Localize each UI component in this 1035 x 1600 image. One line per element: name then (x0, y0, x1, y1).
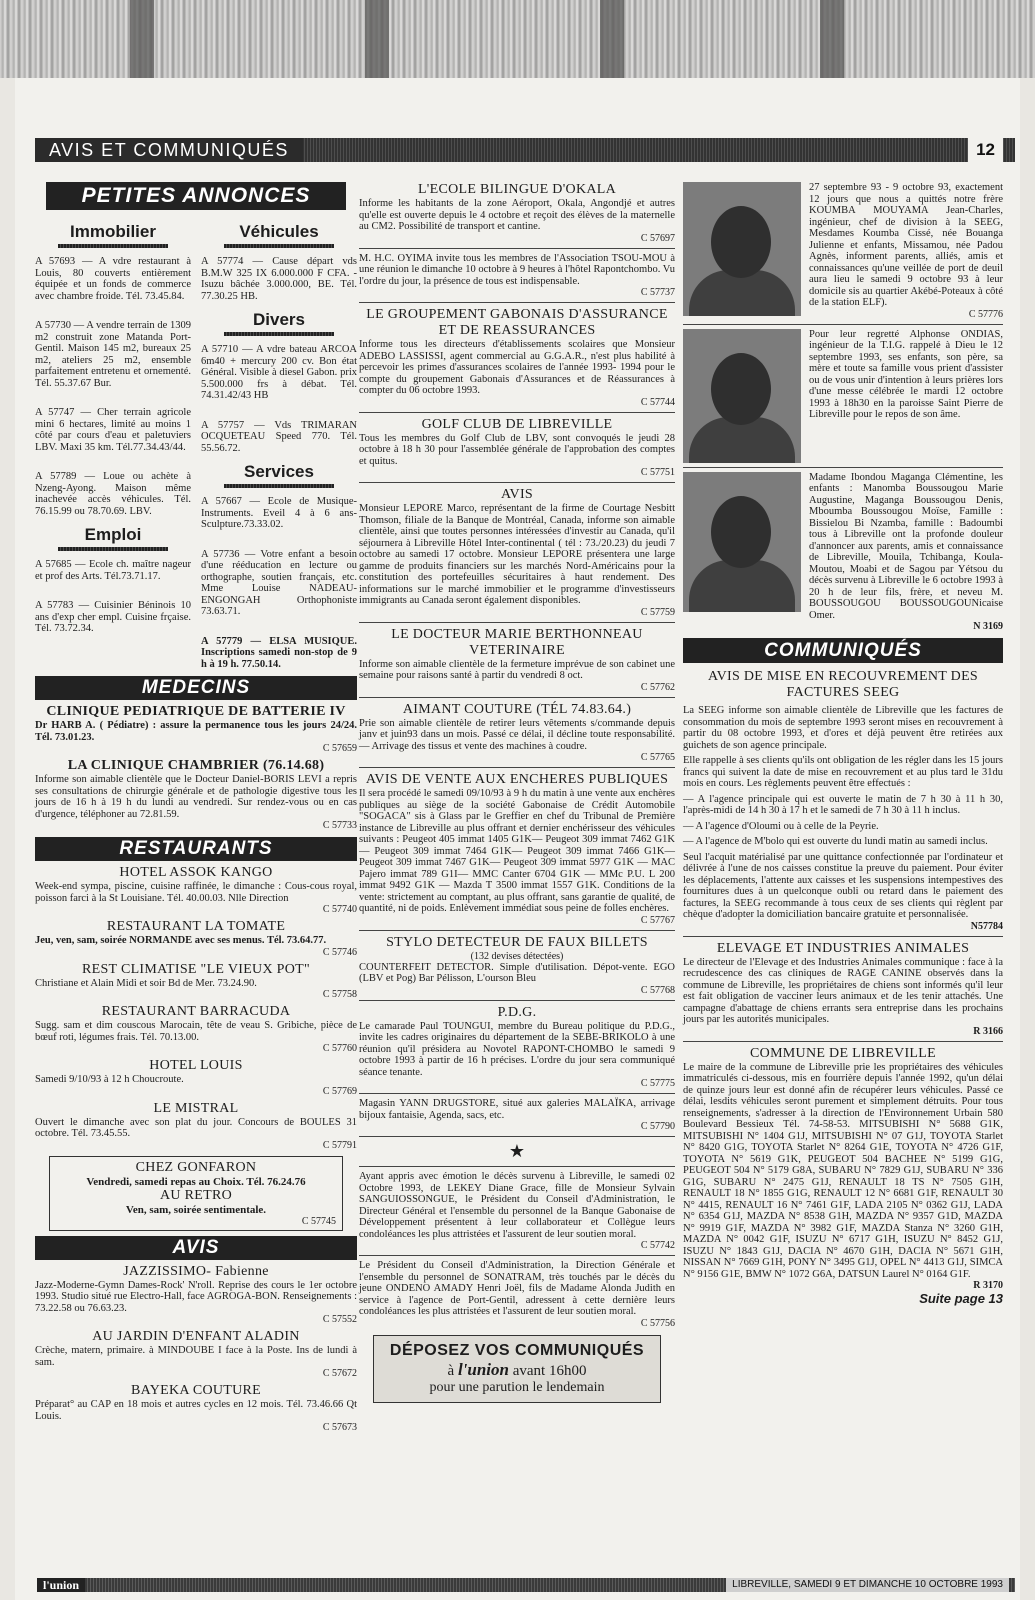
section-header (35, 138, 1015, 162)
notice-title: LE MISTRAL (153, 1100, 239, 1116)
classified-ad: A 57757 — Vds TRIMARAN OCQUETEAU Speed 770. Tél. 55.56.72. (201, 419, 357, 454)
notice-text: Christiane et Alain Midi et soir Bd de Mer. 73.24.90. (35, 977, 257, 989)
portrait-photo (683, 182, 801, 316)
notice-ref: C 57767 (640, 914, 675, 926)
deposez-text: à (447, 1362, 455, 1379)
deposez-text: pour une parution le lendemain (429, 1379, 605, 1395)
notice-text: Préparat° au CAP en 18 mois et autres cycles en 12 mois. Tél. 73.46.66 Qt Louis. (35, 1399, 357, 1422)
petites-annonces-banner: PETITES ANNONCES (46, 182, 346, 210)
continued-link[interactable]: Suite page 13 (919, 1291, 1003, 1306)
notice-text: Dr HARB A. ( Pédiatre) : assure la permanence tous les jours 24/24. Tél. 73.01.23. (35, 720, 357, 743)
notice-title: CHEZ GONFARON (135, 1159, 257, 1175)
deposez-text: avant 16h00 (512, 1362, 587, 1379)
notice-text: 27 septembre 93 - 9 octobre 93, exactement 12 jours que nous a quittés notre frère KOUMBA MOUYAMA Jean-Charles, ingénieur, chef de division à la SEEG, Mesdames Koumba Cissé, née Bouanga Julienne et enfants, Missamou, née Padou Agnès, informent parents, alliés, amis et connaissances qu'une veillée de port de deuil aura lieu le samedi 9 octobre 93 à leur domicile sis au quartier Akébé-Poteaux à côté de la station ELF). (809, 182, 1003, 308)
notice-ref: C 57775 (640, 1078, 675, 1089)
notice-text: Jeu, ven, sam, soirée NORMANDE avec ses menus. Tél. 73.64.77. (35, 935, 327, 946)
notice-text: Ven, sam, soirée sentimentale. (125, 1203, 267, 1216)
vehicules-heading: Véhicules (239, 222, 319, 241)
notice-ref: N57784 (970, 920, 1003, 932)
obituary (683, 182, 1003, 320)
classified-ad: A 57667 — Ecole de Musique-Instruments. Eveil 4 à 6 ans-Sculpture.73.33.02. (201, 496, 357, 530)
notice-ref: C 57742 (640, 1240, 675, 1251)
notice-title: LE GROUPEMENT GABONAIS D'ASSURANCE ET DE REASSURANCES (366, 307, 668, 338)
notice-ref: C 57776 (968, 308, 1003, 320)
column-middle (359, 182, 675, 1409)
notice-text: Informe son aimable clientèle que le Docteur Daniel-BORIS LEVI a repris ses consultations de chirurgie générale et de pathologie digestive tous les jours de 16 h à 19 h du lundi au vendredi. Sur rendez-vous ou en cas d'urgence, téléphoner au 72.81.59. (35, 774, 357, 820)
notice-text: Monsieur LEPORE Marco, représentant de la firme de Courtage Nesbitt Thomson, filiale de la Banque de Montréal, Canada, informe son aimable clientèle, ainsi que toutes personnes intéressées d'investir au Canada, qu'il séjournera à Libreville Hôtel Inter-continental ( tél : 73./20.23) du jeudi 7 octobre au samedi 17 octobre. Monsieur LEPORE présentera une large gamme de produits financiers sur les marchés Nord-Américains pour la constitution des portefeuilles sécuritaires à haut rendement. Des informations sur le marché immobilier et le programme d'investisseurs immigrants au Canada seront également disponibles. (359, 503, 675, 606)
notice-text: Jazz-Moderne-Gymn Dames-Rock' N'roll. Reprise des cours le 1er octobre 1993. Studio situé rue Electro-Hall, face AGROGA-BON. Renseignements : 73.22.58 ou 76.63.23. (35, 1279, 357, 1314)
immobilier-heading: Immobilier (70, 222, 156, 241)
notice-ref: R 3170 (973, 1280, 1003, 1291)
notice-ref: C 57740 (322, 904, 357, 915)
classified-ad: A 57730 — A vendre terrain de 1309 m2 construit zone Matanda Port-Gentil. Maison 145 m2, bureaux 25 m2, ateliers 25 m2, ensemble parfaitement entretenu et ornementé. Tél. 55.37.67 Bur. (35, 320, 191, 389)
notice-title: JAZZISSIMO- Fabienne (123, 1263, 269, 1279)
notice-ref: N 3169 (973, 621, 1003, 632)
notice-ref: C 57737 (640, 287, 675, 298)
classified-ad: A 57736 — Votre enfant a besoin d'une rééducation en lecture ou orthographe, soutien français, etc. Mme Louise NADEAU-ENGONGAH Orthophoniste 73.63.71. (201, 548, 357, 617)
notice-title: GOLF CLUB DE LIBREVILLE (421, 416, 613, 432)
scan-edge (0, 0, 1035, 78)
notice-title: AIMANT COUTURE (TÉL 74.83.64.) (402, 701, 632, 717)
notice-text: La SEEG informe son aimable clientèle de Libreville que les factures de consommation du mois de septembre 1993 seront mises en recouvrement à partir du 08 octobre 1993, et d'ores et déjà peuvent être retirées aux guichets de son agence principale. (683, 705, 1003, 751)
immobilier-emploi (35, 222, 191, 670)
notice-ref: C 57733 (322, 820, 357, 831)
notice-ref: C 57759 (640, 606, 675, 618)
classified-ad: A 57693 — A vdre restaurant à Louis, 80 couverts entièrement équipée et un fonds de commerce avec chambre froide. Tél. 73.45.84. (35, 256, 191, 302)
notice-text: Magasin YANN DRUGSTORE, situé aux galeries MALAÏKA, arrivage bijoux fantaisie, Agenda, sacs, etc. (359, 1098, 675, 1121)
footer-brand: l'union (37, 1578, 85, 1592)
notice-text: Ayant appris avec émotion le décès survenu à Libreville, le samedi 02 Octobre 1993, de LEKEY Diane Grace, fille de Monsieur Sylvain SANGUIOSSONGUE, le Président du Conseil d'Administration, le Directeur Général et l'ensemble du personnel de la Banque Gabonaise de Développement présentent à leur collaborateur et Collègue leurs condoléances les plus attristées et l'assurent de leur soutien moral. (359, 1171, 675, 1240)
notice-ref: C 57790 (640, 1121, 675, 1132)
portrait-photo (683, 329, 801, 463)
notice-text: Le directeur de l'Elevage et des Industries Animales communique : face à la recrudescence des cas cliniques de RAGE CANINE observés dans la commune de Libreville, les propriétaires de chiens sont informés qu'il leur est fait obligation de vacciner leurs animaux et de les tenir attachés. Une campagne d'abattage de chiens errants sera entreprise dans les prochains jours par les autorités municipales. (683, 956, 1003, 1025)
notice-ref: C 57659 (322, 743, 357, 754)
notice-text: Informe son aimable clientèle de la fermeture imprévue de son cabinet une semaine pour raisons santé à partir du vendredi 8 oct. (359, 658, 675, 681)
notice-ref: C 57672 (322, 1368, 357, 1379)
footer-date: LIBREVILLE, SAMEDI 9 ET DIMANCHE 10 OCTOBRE 1993 (726, 1578, 1009, 1592)
star-icon: ★ (508, 1141, 526, 1161)
column-left (35, 182, 357, 1433)
notice-title: LA CLINIQUE CHAMBRIER (76.14.68) (67, 758, 325, 773)
avis-banner: AVIS (35, 1236, 357, 1260)
notice-text: M. H.C. OYIMA invite tous les membres de l'Association TSOU-MOU à une réunion le dimanche 10 octobre à 9 heures à l'hôtel Rapontchombo. Vu l'ordre du jour, la présence de tous est indispensable. (359, 252, 675, 287)
classified-ad: A 57789 — Loue ou achète à Nzeng-Ayong. Maison même inachevée accès véhicules. Tél. 76.15.99 ou 78.70.69. LBV. (35, 471, 191, 517)
notice-text: Il sera procédé le samedi 09/10/93 à 9 h du matin à une vente aux enchères publiques au siège de la société Gabonaise de Crédit Automobile "SOGACA" sis à Glass par le Greffier en chef du Tribunal de Première instance de Libreville au plus offrant et dernier enchérisseur des véhicules suivants : Peugeot 405 immat 1405 G1K— Peugeot 309 immat 7462 G1K— Peugeot 309 immat 7464 G1K— Peugeot 309 immat 7466 G1K— Peugeot 309 immat 7467 G1K— Peugeot 309 immat 5977 G1K — MAC Pajero immat 789 G1I— MMC Canter 6704 G1K — MMc P.U. L 200 immat 9492 G1K — Mazda T 3500 immat 1557 G1K. Conditions de la vente: strictement au comptant, au plus offrant, sans garantie de qualité, de quantité, ni de poids. Enlèvement immédiat sous peine de folles enchères. (359, 788, 675, 914)
notice-title: BAYEKA COUTURE (130, 1383, 262, 1398)
notice-ref: R 3166 (973, 1025, 1003, 1037)
obituary (683, 329, 1003, 463)
deposez-box (373, 1335, 661, 1403)
divers-heading: Divers (253, 310, 305, 329)
notice-text: Informe tous les directeurs d'établissements scolaires que Monsieur ADEBO LASSISSI, agent commercial au G.G.A.R., n'est plus habilité à percevoir les primes d'assurances scolaires de l'année 1993- 1994 pour le compte du groupement Gabonais d'Assurances et de Réassurances à compter du 06 octobre 1993. (359, 339, 675, 396)
page-footer (37, 1578, 1015, 1592)
classified-ad: A 57779 — ELSA MUSIQUE. Inscriptions samedi non-stop de 9 h à 19 h. 77.50.14. (201, 635, 357, 670)
notice-title: AVIS DE VENTE AUX ENCHERES PUBLIQUES (365, 772, 669, 787)
restaurants-banner: RESTAURANTS (35, 837, 357, 861)
notice-ref: C 57746 (322, 946, 357, 958)
newspaper-page (15, 78, 1020, 1600)
notice-title: AVIS DE MISE EN RECOUVREMENT DES FACTURES SEEG (707, 669, 979, 700)
notice-title: L'ECOLE BILINGUE D'OKALA (417, 182, 617, 197)
notice-ref: C 57769 (322, 1085, 357, 1097)
notice-ref: C 57673 (322, 1422, 357, 1433)
notice-text: Week-end sympa, piscine, cuisine raffinée, le dimanche : Cous-cous royal, poisson farci à la St Louisiane. Tél. 40.00.03. Nlle Direction (35, 881, 357, 904)
classified-ad: A 57685 — Ecole ch. maître nageur et prof des Arts. Tél.73.71.17. (35, 559, 191, 582)
communiques-banner: COMMUNIQUÉS (683, 638, 1003, 663)
page-number: 12 (968, 138, 1003, 162)
notice-ref: C 57751 (640, 467, 675, 478)
services-heading: Services (244, 462, 314, 481)
notice-ref: C 57758 (322, 989, 357, 1000)
notice-title: STYLO DETECTEUR DE FAUX BILLETS (386, 934, 648, 950)
union-logo: l'union (457, 1359, 509, 1379)
classified-ad: A 57774 — Cause départ vds B.M.W 325 IX 6.000.000 F CFA. - Isuzu bâchée 3.000.000, BE. Tél. 77.30.25 HB. (201, 256, 357, 302)
emploi-heading: Emploi (84, 525, 142, 544)
notice-title: AU JARDIN D'ENFANT ALADIN (92, 1329, 300, 1344)
portrait-photo (683, 472, 801, 612)
notice-text: Pour leur regretté Alphonse ONDIAS, ingénieur de la T.I.G. rappelé à Dieu le 12 septembre 1993, ses enfants, son père, sa mère et toute sa famille vous prient d'assister ou de vous unir d'intention à leurs prières lors d'une messe célébrée le mardi 12 octobre 1993 à 18h30 en la paroisse Saint Pierre de Libreville pour le repos de son âme. (809, 328, 1003, 420)
notice-ref: C 57791 (322, 1139, 357, 1151)
notice-title: RESTAURANT LA TOMATE (106, 919, 286, 934)
notice-text: Ouvert le dimanche avec son plat du jour. Concours de BOULES 31 octobre. Tél. 73.45.55. (35, 1116, 357, 1139)
notice-title: ELEVAGE ET INDUSTRIES ANIMALES (716, 940, 970, 956)
notice-text: Seul l'acquit matérialisé par une quittance confectionnée par l'ordinateur et délivrée à l'une de nos caisses constitue la preuve du paiement. Pour éviter les déplacements, l'attente aux caisses et les suspensions intempestives des fournitures dues à un quelconque oubli ou retard dans le paiement des factures, la SEEG recommande à tous ceux de ses clients qui règlent par chèque d'adopter la domiciliation bancaire gratuite et personnalisée. (683, 851, 1003, 920)
medecins-banner: MEDECINS (35, 676, 357, 700)
notice-text: — A l'agence d'Oloumi ou à celle de la Peyrie. (683, 820, 879, 832)
notice-title: COMMUNE DE LIBREVILLE (750, 1045, 936, 1061)
notice-title: AVIS (500, 487, 534, 502)
notice-title: CLINIQUE PEDIATRIQUE DE BATTERIE IV (46, 704, 346, 719)
notice-text: — A l'agence principale qui est ouverte le matin de 7 h 30 à 11 h 30, l'après-midi de 14 h 30 à 17 h et le samedi de 7 h 30 à 11 h inclus. (683, 793, 1003, 816)
notice-title: LE DOCTEUR MARIE BERTHONNEAU VETERINAIRE (391, 626, 643, 658)
notice-ref: C 57744 (640, 396, 675, 408)
notice-ref: C 57768 (640, 984, 675, 996)
notice-ref: C 57552 (322, 1314, 357, 1325)
deposez-title: DÉPOSEZ VOS COMMUNIQUÉS (389, 1341, 645, 1359)
notice-text: Le Président du Conseil d'Administration, la Direction Générale et l'ensemble du personnel de SONATRAM, très touchés par le décès du jeune ONDENO AMADY Henri Joël, fils de Madame Alonda Judith en service à l'agence de Port-Gentil, adressent à cette dernière leurs condoléances les plus attristées et l'assurent de leur soutien moral. (359, 1260, 675, 1317)
vehicules-divers-services (201, 222, 357, 670)
classified-ad: A 57747 — Cher terrain agricole mini 6 hectares, limité au moins 1 côté par cours d'eau et paletuviers LBV. Maxi 35 km. Tél.77.34.43/44. (35, 407, 191, 453)
classified-ad: A 57710 — A vdre bateau ARCOA 6m40 + mercury 200 cv. Bon état Général. Visible à diesel Gabon. prix 5.500.000 frs à débat. Tél. 74.31.42/43 HB (201, 344, 357, 401)
notice-ref: C 57756 (640, 1317, 675, 1329)
notice-text: Crèche, matern, primaire. à MINDOUBE I face à la Poste. Ins de lundi à sam. (35, 1345, 357, 1368)
notice-subtitle: (132 devises détectées) (470, 950, 564, 962)
section-title: AVIS ET COMMUNIQUÉS (35, 138, 303, 162)
notice-ref: C 57745 (301, 1215, 336, 1227)
notice-ref: C 57697 (640, 232, 675, 244)
notice-text: Vendredi, samedi repas au Choix. Tél. 76.24.76 (86, 1175, 306, 1188)
notice-title: RESTAURANT BARRACUDA (101, 1004, 291, 1019)
notice-ref: C 57760 (322, 1043, 357, 1054)
notice-title: REST CLIMATISE "LE VIEUX POT" (81, 961, 311, 977)
notice-text: Samedi 9/10/93 à 12 h Choucroute. (35, 1074, 184, 1085)
notice-text: Prie son aimable clientèle de retirer leurs vêtements s/commande depuis janv et juin93 dans un mois. Passé ce délai, il décline toute responsabilité. — Arrivage des tissus et vente des machines à coudre. (359, 717, 675, 752)
classified-ad: A 57783 — Cuisinier Béninois 10 ans d'exp cher empl. Cuisine frçaise. Tél. 73.72.34. (35, 600, 191, 634)
notice-title: HOTEL ASSOK KANGO (119, 865, 273, 880)
notice-subtitle: AU RETRO (159, 1187, 232, 1203)
notice-text: Elle rappelle à ses clients qu'ils ont obligation de les régler dans les 15 jours francs qui suivent la date de mise en recouvrement et au plus tard le 31du mois en cours. Les règlements peuvent être effectués : (683, 755, 1003, 789)
boxed-ad (49, 1156, 343, 1231)
obituary (683, 472, 1003, 633)
notice-ref: C 57762 (640, 681, 675, 693)
notice-text: COUNTERFEIT DETECTOR. Simple d'utilisation. Dépot-vente. EGO (LBV et Pog) Bar Pélisson, L'ourson Bleu (359, 961, 675, 984)
notice-title: P.D.G. (497, 1004, 537, 1020)
notice-text: Sugg. sam et dim couscous Marocain, tête de veau S. Gribiche, pièce de bœuf roti, légumes frais. Tél. 70.13.00. (35, 1020, 357, 1043)
notice-text: Tous les membres du Golf Club de LBV, sont convoqués le jeudi 28 octobre à 18 h 30 pour l'assemblée générale de l'approbation des comptes et quitus. (359, 432, 675, 467)
notice-ref: C 57765 (640, 752, 675, 763)
notice-text: Le camarade Paul TOUNGUI, membre du Bureau politique du P.D.G., invite les cadres originaires du département de la SEBE-BRIKOLO à une réunion qu'il présidera au Novotel RAPONT-CHOMBO le samedi 9 octobre 1993 à partir de 16 h précises. L'ordre du jour sera communiqué séance tenante. (359, 1020, 675, 1078)
notice-text: Informe les habitants de la zone Aéroport, Okala, Angondjé et autres qu'elle est ouverte depuis le 4 octobre et reçoit des élèves de la maternelle au CM2. Possibilité de transport et cantine. (359, 198, 675, 232)
notice-title: HOTEL LOUIS (149, 1058, 243, 1073)
notice-text: — A l'agence de M'bolo qui est ouverte du lundi matin au samedi inclus. (683, 836, 988, 847)
notice-text: Le maire de la commune de Libreville prie les propriétaires des véhicules immatriculés ci-dessous, mis en fourrière depuis l'année 1992, qu'un délai de quinze jours leur est donné afin de récupérer leurs véhicules. Passé ce délai, lesdits véhicules seront purement et simplement détruits. Pour tous renseignements, s'adresser à la direction de l'Environnement Urbain 580 Boulevard Bessieux Tél. 74-58-53. MITSUBISHI N° 5688 G1K, MITSUBISHI N° 1404 G1J, MITSUBISHI N° 07 G1J, TOYOTA Starlet N° 8420 G1G, TOYOTA Starlet N° 8264 G1E, TOYOTA N° 4726 G1F, TOYOTA N° 5619 G1K, PEUGEOT 504 BACHEE N° 5199 G1G, PEUGEOT 504 N° 5179 G8A, SUBARU N° 7829 G1J, SUBARU N° 336 G1G, SUBARU N° 2475 G1J, RENAULT 18 TS N° 7505 G1H, RENAULT 18 N° 1855 G1G, RENAULT 12 N° 6681 G1F, RENAULT 30 N° 4415, RENAULT 16 N° 7461 G1F, LADA 2105 N° 0362 G1J, LADA N° 6354 G1J, MAZDA N° 8538 G1H, MAZDA N° 9357 G1D, MAZDA N° 9919 G1F, MAZDA N° 3982 G1F, MAZDA Stanza N° 3260 G1H, MAZDA N° 0042 G1F, ISUZU N° 6717 G1H, ISUZU N° 8452 G1J, ISUZU N° 1843 G1J, DACIA N° 4670 G1H, DACIA N° 5671 G1H, NISSAN N° 7669 G1H, PONY N° 3495 G1J, OPEL N° 4413 G1J, SIMCA N° 9156 G1E, BMW N° 1072 G6A, DATSUN Laurel N° 0164 G1F. (683, 1061, 1003, 1280)
notice-text: Madame Ibondou Maganga Clémentine, les enfants : Manomba Boussougou Marie Augustine, Maganga Boussougou Denis, Mboumba Boussougou Moïse, Famille : Bissielou Bi Nzamba, famille : Badoumbi tous à Libreville ont la profonde douleur d'annoncer aux parents, amis et connaissance de Libreville, Mouila, Tchibanga, Koula-Moutou, Moabi et de Sagou par Yétsou du décès survenu à Libreville le 6 octobre 1993 à 20 h de leur fils, frère, et neveu M. BOUSSOUGOU BOUSSOUGOUNicaise Omer. (809, 471, 1003, 621)
column-right (683, 182, 1003, 1306)
